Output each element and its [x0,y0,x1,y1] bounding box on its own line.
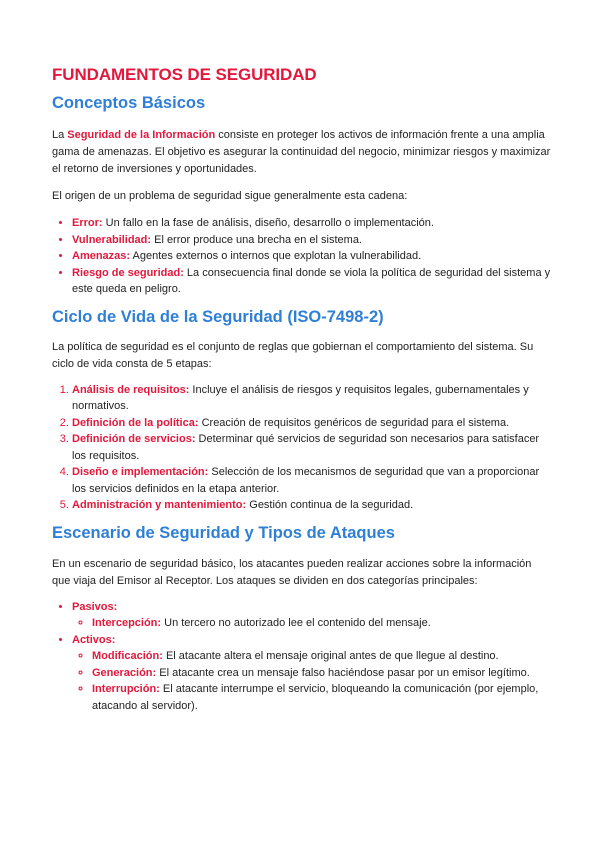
list-term: Error: [72,217,103,229]
list-item [72,464,552,497]
list-text: Gestión continua de la seguridad. [246,499,414,511]
list-item [72,632,552,715]
highlight-term: Seguridad de la Información [67,129,216,141]
list-term: Riesgo de seguridad: [72,266,184,279]
list-term: Intercepción: [92,617,162,629]
list-item [72,232,552,249]
section-heading-escenario: Escenario de Seguridad y Tipos de Ataques [52,523,395,542]
list-item [72,382,552,415]
section-heading-conceptos: Conceptos Básicos [52,94,206,112]
list-text: Un fallo en la fase de análisis, diseño, desarrollo o implementación. [102,217,434,229]
list-item [72,497,552,514]
list-text: El error produce una brecha en el sistema. [151,233,362,246]
list-term: Amenazas: [72,250,131,262]
list-term: Definición de la política: [72,416,199,429]
list-text: El atacante altera el mensaje original antes de que llegue al destino. [162,650,499,662]
list-item [72,215,552,232]
list-item [92,665,552,682]
text-run: consiste en proteger los activos de información frente a una amplia gama de amenazas. El objetivo es asegurar la continuidad del negocio, minimizar riesgos y maximizar el retorno de inversiones y oportunidades. [52,129,551,175]
active-attacks-list [72,648,552,714]
list-text: Agentes externos o internos que explotan la vulnerabilidad. [130,250,422,262]
list-text: El atacante interrumpe el servicio, bloqueando la comunicación (por ejemplo, atacando al servidor). [92,683,539,712]
list-term: Administración y mantenimiento: [72,499,247,511]
list-term: Definición de servicios: [72,433,196,445]
list-text: Determinar qué servicios de seguridad son necesarios para satisfacer los requisitos. [72,433,540,462]
paragraph-seguridad-info [52,127,552,178]
text-run: La [52,129,68,141]
list-text: Un tercero no autorizado lee el contenido del mensaje. [161,617,431,629]
list-item [72,248,552,265]
list-term: Diseño e implementación: [72,466,209,478]
list-item [72,431,552,464]
list-term: Vulnerabilidad: [72,233,152,246]
list-text: La consecuencia final donde se viola la política de seguridad del sistema y este queda en peligro. [72,266,551,295]
paragraph-politica: La política de seguridad es el conjunto de reglas que gobiernan el comportamiento del sistema. Su ciclo de vida consta de 5 etapas: [52,340,534,370]
list-text: Incluye el análisis de riesgos y requisitos legales, gubernamentales y normativos. [72,383,529,412]
list-text: El atacante crea un mensaje falso haciéndose pasar por un emisor legítimo. [156,666,530,679]
stages-list [52,382,552,514]
list-term: Generación: [92,666,157,679]
list-term: Pasivos: [72,600,118,613]
section-heading-ciclo: Ciclo de Vida de la Seguridad (ISO-7498-2) [52,307,384,326]
list-term: Interrupción: [92,683,160,695]
list-item [92,681,552,714]
attacks-list [52,599,552,715]
list-item [72,265,552,298]
paragraph-origen: El origen de un problema de seguridad sigue generalmente esta cadena: [52,190,408,202]
list-item [92,615,552,632]
list-term: Modificación: [92,650,163,662]
chain-list [52,215,552,298]
paragraph-escenario: En un escenario de seguridad básico, los atacantes pueden realizar acciones sobre la información que viaja del Emisor al Receptor. Los ataques se dividen en dos categorías principales: [52,557,532,587]
document-title: FUNDAMENTOS DE SEGURIDAD [52,65,317,84]
list-item [72,599,552,632]
list-term: Activos: [72,633,116,646]
list-text: Creación de requisitos genéricos de seguridad para el sistema. [198,416,510,429]
list-item [72,415,552,432]
list-item [92,648,552,665]
list-term: Análisis de requisitos: [72,383,190,396]
passive-attacks-list [72,615,552,632]
list-text: Selección de los mecanismos de seguridad que van a proporcionar los servicios definidos en la etapa anterior. [72,466,540,495]
